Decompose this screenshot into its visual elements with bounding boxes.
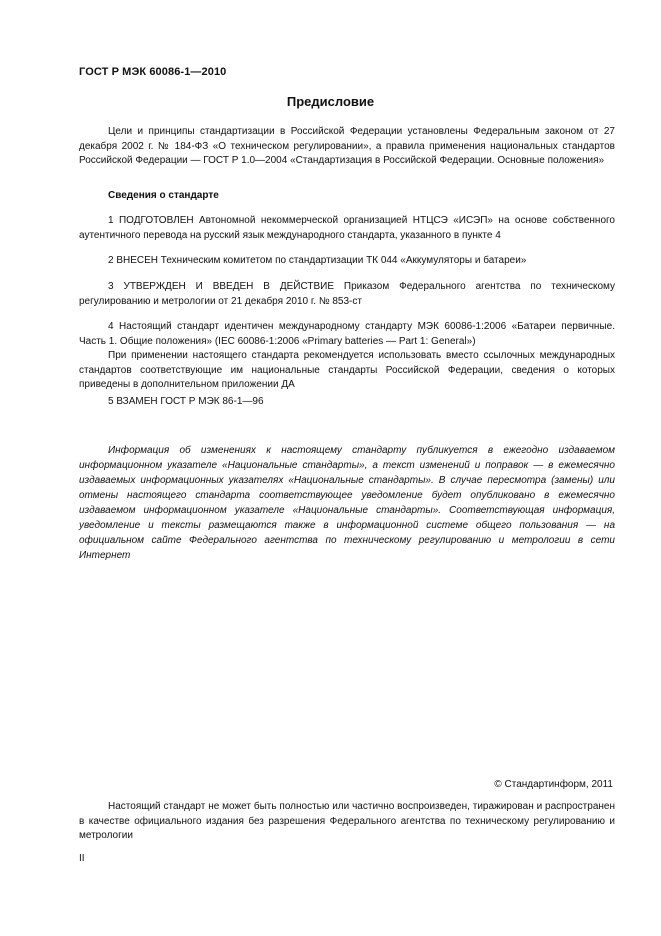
footer-note-block <box>79 800 615 844</box>
item-5-block <box>79 395 615 410</box>
item-1: 1 ПОДГОТОВЛЕН Автономной некоммерческой организацией НТЦСЭ «ИСЭП» на основе собственного аутентичного перевода на русский язык международного стандарта, указанного в пункте 4 <box>79 215 615 241</box>
item-4: 4 Настоящий стандарт идентичен международному стандарту МЭК 60086-1:2006 «Батареи первичные. Часть 1. Общие положения» (IEC 60086-1:2006 «Primary batteries — Part 1: General») <box>79 321 615 347</box>
item-2-block <box>79 254 615 269</box>
item-5: 5 ВЗАМЕН ГОСТ Р МЭК 86-1—96 <box>108 396 264 407</box>
page-title: Предисловие <box>286 94 375 109</box>
page-number: II <box>79 853 85 864</box>
section-heading: Сведения о стандарте <box>108 190 219 201</box>
intro-paragraph: Цели и принципы стандартизации в Российской Федерации установлены Федеральным законом от 27 декабря 2002 г. № 184-ФЗ «О техническом регулировании», а правила применения национальных стандартов Российской Федерации — ГОСТ Р 1.0—2004 «Стандартизация в Российской Федерации. Основные положения» <box>79 126 615 166</box>
item-1-block <box>79 214 615 243</box>
item-3: 3 УТВЕРЖДЕН И ВВЕДЕН В ДЕЙСТВИЕ Приказом Федерального агентства по техническому регулированию и метрологии от 21 декабря 2010 г. № 853-ст <box>79 281 615 307</box>
standard-code-header: ГОСТ Р МЭК 60086-1—2010 <box>79 66 227 78</box>
footer-note: Настоящий стандарт не может быть полностью или частично воспроизведен, тиражирован и распространен в качестве официального издания без разрешения Федерального агентства по техническому регулированию и метрологии <box>79 801 615 841</box>
intro-paragraph-block <box>79 125 615 169</box>
info-notice-block <box>79 443 615 563</box>
item-4-note: При применении настоящего стандарта рекомендуется использовать вместо ссылочных международных стандартов соответствующие им национальные стандарты Российской Федерации, сведения о которых приведены в дополнительном приложении ДА <box>79 350 615 390</box>
item-2: 2 ВНЕСЕН Техническим комитетом по стандартизации ТК 044 «Аккумуляторы и батареи» <box>108 255 527 266</box>
copyright-notice: © Стандартинформ, 2011 <box>494 779 613 790</box>
item-4-block <box>79 320 615 393</box>
info-notice: Информация об изменениях к настоящему стандарту публикуется в ежегодно издаваемом информационном указателе «Национальные стандарты», а текст изменений и поправок — в ежемесячно издаваемых информационных указателях «Национальные стандарты». В случае пересмотра (замены) или отмены настоящего стандарта соответствующее уведомление будет опубликовано в ежемесячно издаваемом информационном указателе «Национальные стандарты». Соответствующая информация, уведомление и тексты размещаются также в информационной системе общего пользования — на официальном сайте Федерального агентства по техническому регулированию и метрологии в сети Интернет <box>79 445 615 561</box>
item-3-block <box>79 280 615 309</box>
